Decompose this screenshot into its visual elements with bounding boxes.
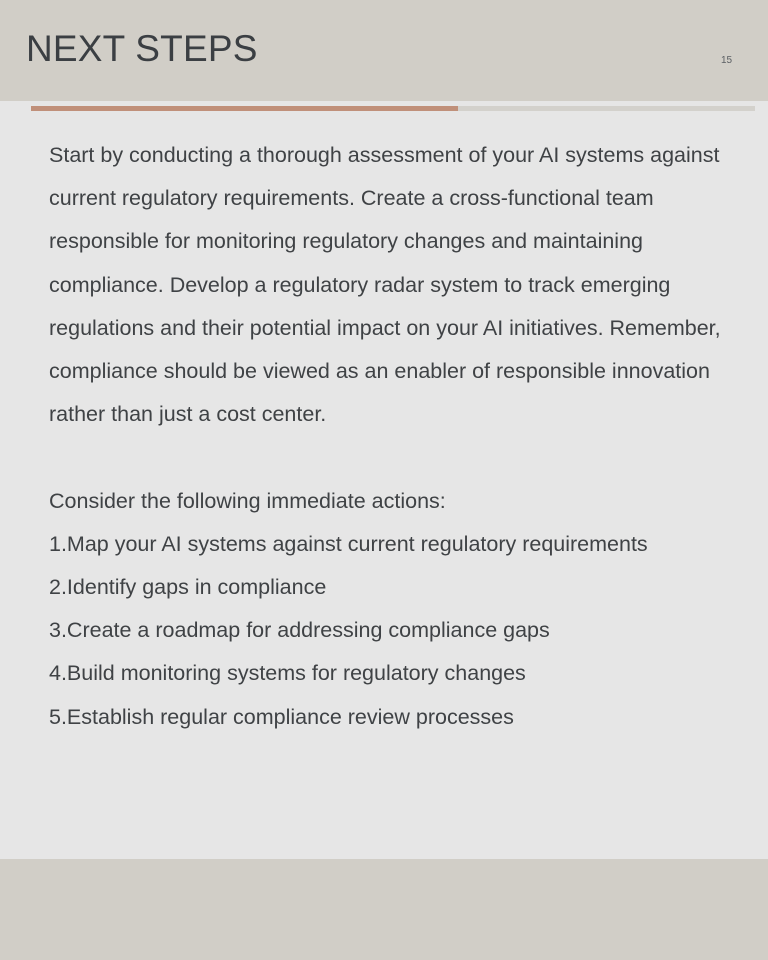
header-band: [0, 0, 768, 101]
footer-band: [0, 859, 768, 960]
body-paragraph: Start by conducting a thorough assessment of your AI systems against current regulatory requirements. Create a cross-functional team responsible for monitoring regulatory changes and maintaining compliance. Develop a regulatory radar system to track emerging regulations and their potential impact on your AI initiatives. Remember, compliance should be viewed as an enabler of responsible innovation rather than just a cost center.: [49, 143, 721, 427]
action-item: 5.Establish regular compliance review processes: [49, 704, 514, 729]
paragraph-spacer: [49, 436, 739, 479]
actions-intro: Consider the following immediate actions:: [49, 488, 446, 513]
slide-title: NEXT STEPS: [26, 28, 258, 69]
progress-bar-fill: [31, 106, 458, 111]
action-item: 2.Identify gaps in compliance: [49, 575, 327, 600]
slide-content: [49, 134, 739, 739]
page-number: 15: [721, 55, 733, 66]
action-item: 1.Map your AI systems against current regulatory requirements: [49, 531, 648, 556]
action-item: 3.Create a roadmap for addressing compliance gaps: [49, 618, 550, 643]
progress-bar: [31, 106, 755, 111]
action-item: 4.Build monitoring systems for regulatory changes: [49, 661, 526, 686]
action-list: [49, 523, 739, 739]
